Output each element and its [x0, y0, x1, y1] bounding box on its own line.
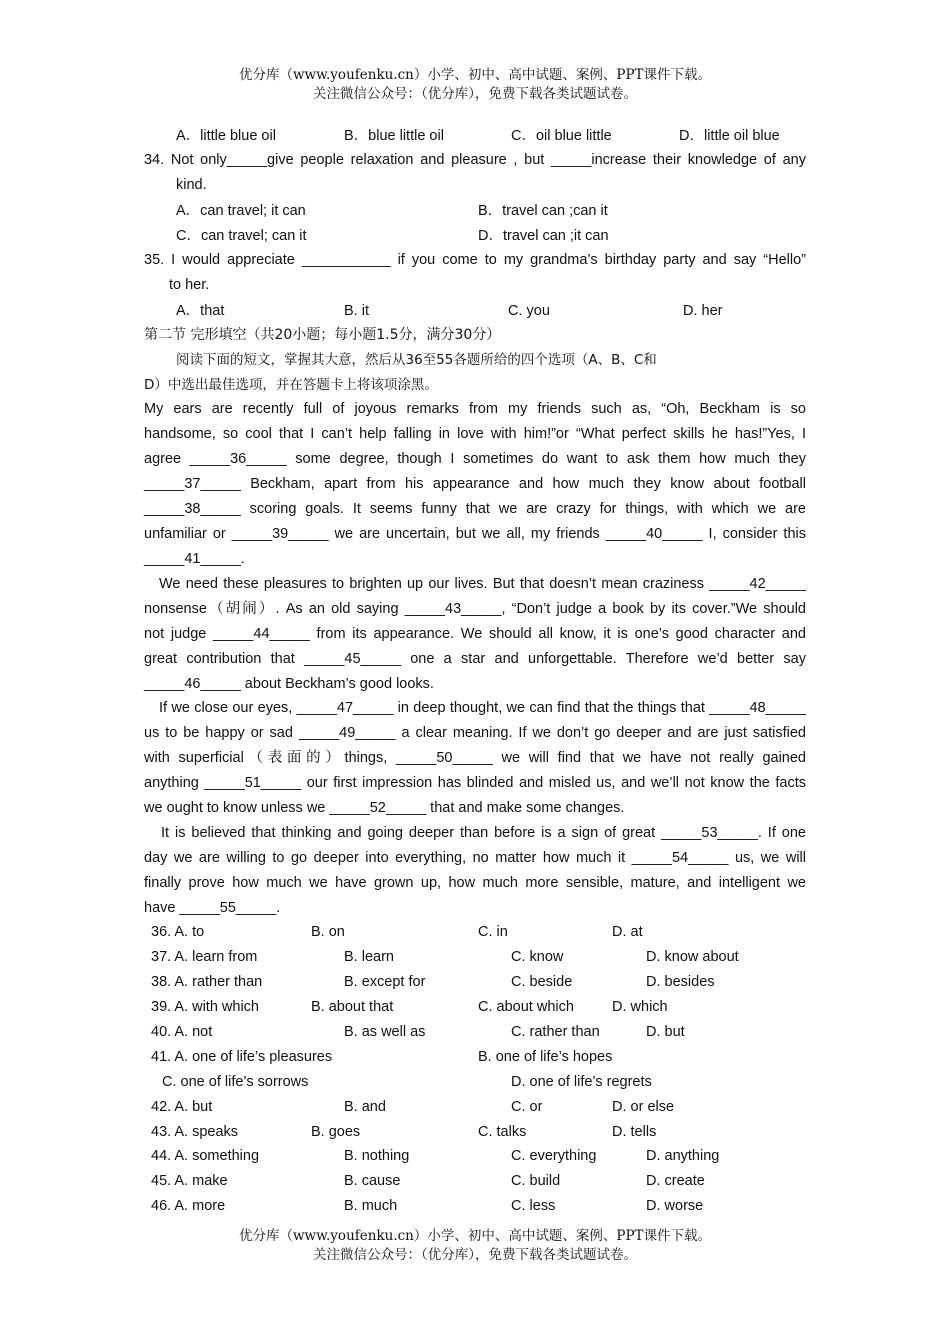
passage-line: It is believed that thinking and going deeper than before is a sign of great _____53_____. If one	[161, 825, 806, 841]
page-footer	[0, 1227, 950, 1265]
q36-option-d: D. at	[612, 924, 643, 940]
q33-option-a: A．little blue oil	[176, 128, 276, 144]
q35-stem: 35. I would appreciate ___________ if you come to my grandma’s birthday party and say “Hello”	[144, 252, 806, 268]
q35-option-a: A．that	[176, 303, 225, 319]
passage-line: _____38_____ scoring goals. It seems funny that we are crazy for things, with which we are	[144, 501, 806, 517]
q38-option-d: D. besides	[646, 974, 715, 990]
passage-line: My ears are recently full of joyous remarks from my friends such as, “Oh, Beckham is so	[144, 401, 806, 417]
header-line-1: 优分库（www.youfenku.cn）小学、初中、高中试题、案例、PPT课件下载。	[238, 67, 712, 83]
passage-line: us to be happy or sad _____49_____ a clear meaning. If we don’t go deeper and are just satisfied	[144, 725, 806, 741]
q44-option-c: C. everything	[511, 1148, 597, 1164]
passage-line: not judge _____44_____ from its appearance. We should all know, it is one’s good character and	[144, 626, 806, 642]
q45-option-d: D. create	[646, 1173, 705, 1189]
passage-line: unfamiliar or _____39_____ we are uncertain, but we all, my friends _____40_____ I, consider this	[144, 526, 806, 542]
q42-option-b: B. and	[344, 1099, 386, 1115]
q39-option-d: D. which	[612, 999, 668, 1015]
q37-option-c: C. know	[511, 949, 564, 965]
q34-option-b: B．travel can ;can it	[478, 203, 608, 219]
q44-option-b: B. nothing	[344, 1148, 410, 1164]
q38-option-c: C. beside	[511, 974, 573, 990]
q43-option-b: B. goes	[311, 1124, 361, 1140]
q41-option-d: D. one of life’s regrets	[511, 1074, 652, 1090]
q39-option-a: 39. A. with which	[151, 999, 259, 1015]
q38-option-b: B. except for	[344, 974, 426, 990]
passage-line: have _____55_____.	[144, 900, 281, 916]
passage-line: nonsense（胡闹）. As an old saying _____43_____, “Don’t judge a book by its cover.”We should	[144, 601, 806, 617]
q34-option-a: A．can travel; it can	[176, 203, 306, 219]
passage-line: We need these pleasures to brighten up our lives. But that doesn’t mean craziness _____42_____	[159, 576, 806, 592]
q41-option-c: C. one of life’s sorrows	[162, 1074, 309, 1090]
q33-option-c: C．oil blue little	[511, 128, 612, 144]
passage-line: we ought to know unless we _____52_____ that and make some changes.	[144, 800, 625, 816]
passage-line: anything _____51_____ our first impression has blinded and misled us, and we’ll not know the facts	[144, 775, 806, 791]
q33-option-d: D．little oil blue	[679, 128, 780, 144]
q40-option-d: D. but	[646, 1024, 685, 1040]
q40-option-a: 40. A. not	[151, 1024, 213, 1040]
passage-line: day we are willing to go deeper into everything, no matter how much it _____54_____ us, we will	[144, 850, 806, 866]
header-line-2: 关注微信公众号：（优分库），免费下载各类试题试卷。	[313, 86, 637, 102]
passage-line: agree _____36_____ some degree, though I sometimes do want to ask them how much they	[144, 451, 806, 467]
passage-line: _____41_____.	[144, 551, 245, 567]
q37-option-b: B. learn	[344, 949, 394, 965]
q35-stem-cont: to her.	[169, 277, 210, 293]
q34-stem: 34. Not only_____give people relaxation and pleasure , but _____increase their knowledge of any	[144, 152, 806, 168]
q36-option-c: C. in	[478, 924, 508, 940]
q39-option-c: C. about which	[478, 999, 574, 1015]
q46-option-b: B. much	[344, 1198, 398, 1214]
page-header	[0, 66, 950, 104]
q40-option-c: C. rather than	[511, 1024, 600, 1040]
q38-option-a: 38. A. rather than	[151, 974, 263, 990]
passage-line: _____46_____ about Beckham’s good looks.	[144, 676, 434, 692]
q35-option-b: B. it	[344, 303, 369, 319]
q34-stem-cont: kind.	[176, 177, 207, 193]
q45-option-a: 45. A. make	[151, 1173, 228, 1189]
passage-line: _____37_____ Beckham, apart from his appearance and how much they know about football	[144, 476, 806, 492]
q37-option-d: D. know about	[646, 949, 739, 965]
q41-option-b: B. one of life’s hopes	[478, 1049, 613, 1065]
passage-line: If we close our eyes, _____47_____ in deep thought, we can find that the things that _____48_____	[159, 700, 806, 716]
q33-option-b: B．blue little oil	[344, 128, 444, 144]
q34-option-d: D．travel can ;it can	[478, 228, 609, 244]
q43-option-a: 43. A. speaks	[151, 1124, 239, 1140]
q42-option-d: D. or else	[612, 1099, 675, 1115]
section-title: 第二节 完形填空（共20小题；每小题1.5分，满分30分）	[144, 327, 501, 343]
passage-line: with superficial（表面的）things, _____50_____ we will find that we have not really gained	[144, 750, 806, 766]
q46-option-c: C. less	[511, 1198, 556, 1214]
q39-option-b: B. about that	[311, 999, 394, 1015]
q42-option-c: C. or	[511, 1099, 543, 1115]
q34-option-c: C．can travel; can it	[176, 228, 307, 244]
q36-option-b: B. on	[311, 924, 345, 940]
passage-line: handsome, so cool that I can’t help falling in love with him!”or “What perfect skills he has!”Yes, I	[144, 426, 806, 442]
section-instruction-2: D）中选出最佳选项，并在答题卡上将该项涂黑。	[144, 377, 438, 393]
q36-option-a: 36. A. to	[151, 924, 205, 940]
q43-option-c: C. talks	[478, 1124, 527, 1140]
footer-line-2: 关注微信公众号：（优分库），免费下载各类试题试卷。	[313, 1247, 637, 1263]
q45-option-c: C. build	[511, 1173, 561, 1189]
q44-option-d: D. anything	[646, 1148, 720, 1164]
passage-line: great contribution that _____45_____ one a star and unforgettable. Therefore we’d better say	[144, 651, 806, 667]
q41-option-a: 41. A. one of life’s pleasures	[151, 1049, 333, 1065]
q37-option-a: 37. A. learn from	[151, 949, 258, 965]
q46-option-d: D. worse	[646, 1198, 704, 1214]
passage-line: finally prove how much we have grown up, how much more sensible, mature, and intelligent we	[144, 875, 806, 891]
q35-option-d: D. her	[683, 303, 723, 319]
q40-option-b: B. as well as	[344, 1024, 426, 1040]
q43-option-d: D. tells	[612, 1124, 657, 1140]
section-instruction-1: 阅读下面的短文，掌握其大意，然后从36至55各题所给的四个选项（A、B、C和	[176, 352, 657, 368]
footer-line-1: 优分库（www.youfenku.cn）小学、初中、高中试题、案例、PPT课件下载。	[238, 1228, 712, 1244]
q44-option-a: 44. A. something	[151, 1148, 260, 1164]
q45-option-b: B. cause	[344, 1173, 401, 1189]
q42-option-a: 42. A. but	[151, 1099, 213, 1115]
q46-option-a: 46. A. more	[151, 1198, 226, 1214]
q35-option-c: C. you	[508, 303, 550, 319]
